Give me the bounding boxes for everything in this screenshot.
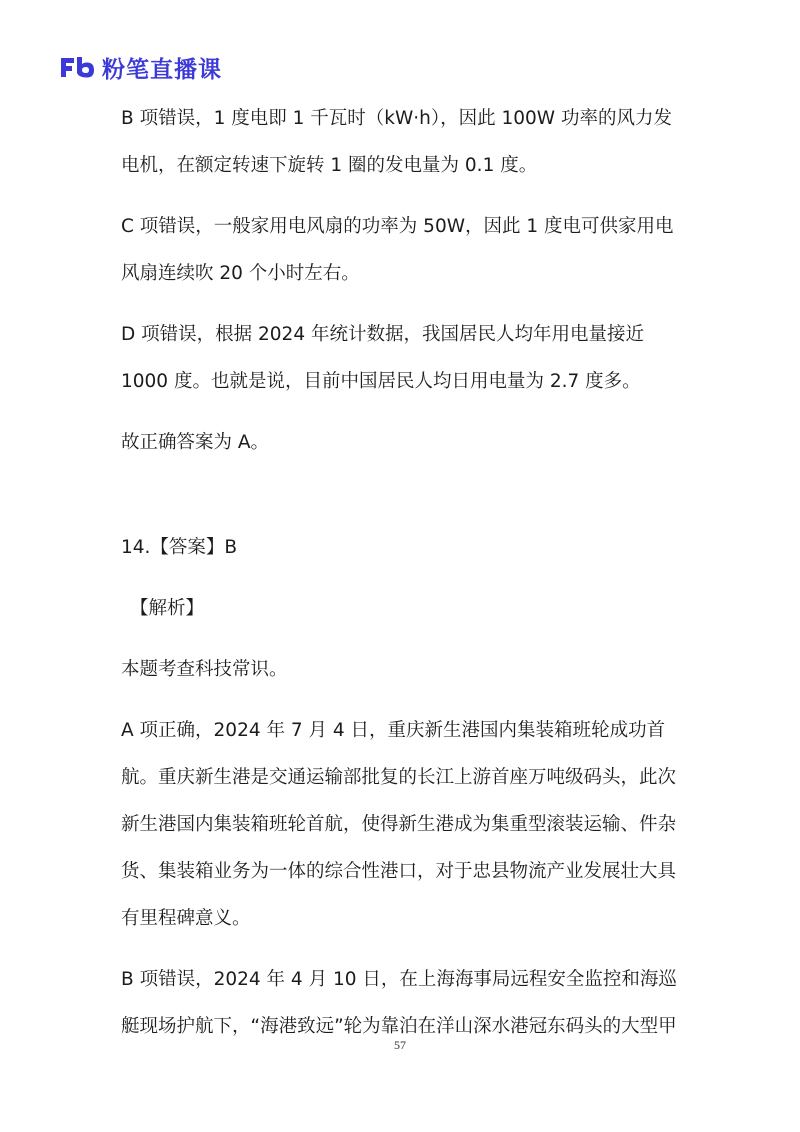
analysis-option-a: A 项正确，2024 年 7 月 4 日，重庆新生港国内集装箱班轮成功首航。重庆新生港是交通运输部批复的长江上游首座万吨级码头，此次新生港国内集装箱班轮首航，使得新生港成为集重型滚装运输、件杂货、集装箱业务为一体的综合性港口，对于忠县物流产业发展壮大具有里程碑意义。 xyxy=(121,720,677,929)
analysis-option-b: B 项错误，2024 年 4 月 10 日，在上海海事局远程安全监控和海巡艇现场护航下，“海港致远”轮为靠泊在洋山深水港冠东码头的大型甲 xyxy=(121,969,677,1037)
document-body xyxy=(121,95,681,1050)
fb-logo-icon xyxy=(58,55,96,79)
paragraph-option-c: C 项错误，一般家用电风扇的功率为 50W，因此 1 度电可供家用电风扇连续吹 20 个小时左右。 xyxy=(121,216,674,284)
paragraph-option-d: D 项错误，根据 2024 年统计数据，我国居民人均年用电量接近 1000 度。也就是说，目前中国居民人均日用电量为 2.7 度多。 xyxy=(121,324,644,392)
page-number: 57 xyxy=(394,1038,406,1052)
analysis-label: 【解析】 xyxy=(130,598,205,619)
analysis-intro: 本题考查科技常识。 xyxy=(121,659,288,680)
page-header xyxy=(58,52,222,82)
paragraph-correct-answer: 故正确答案为 A。 xyxy=(121,432,270,453)
question-answer-line: 14.【答案】B xyxy=(121,537,238,558)
paragraph-option-b: B 项错误，1 度电即 1 千瓦时（kW·h），因此 100W 功率的风力发电机，在额定转速下旋转 1 圈的发电量为 0.1 度。 xyxy=(121,108,672,176)
brand-name: 粉笔直播课 xyxy=(102,56,222,83)
